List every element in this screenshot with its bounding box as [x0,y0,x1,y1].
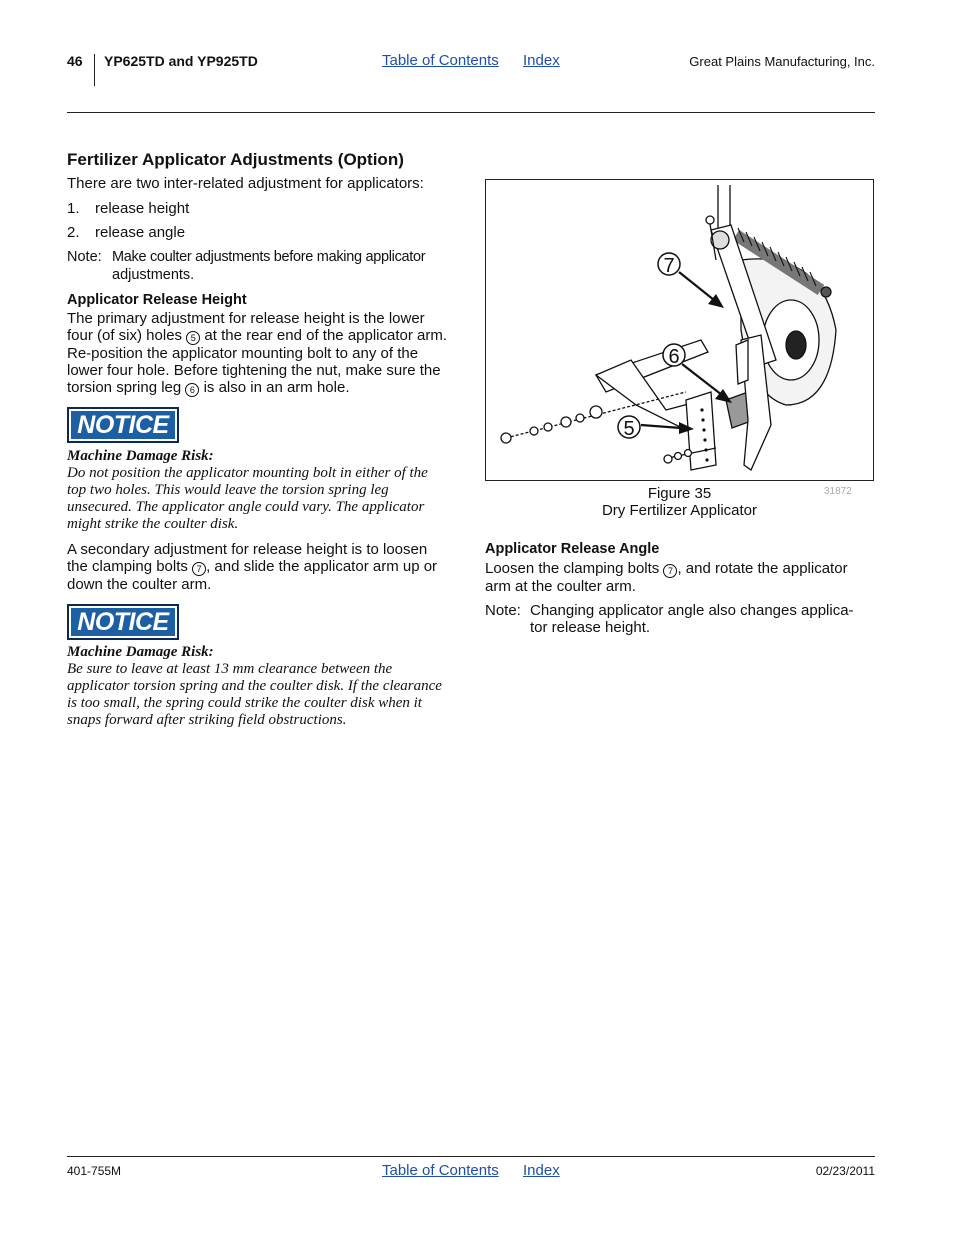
footer-index-link[interactable]: Index [523,1162,560,1179]
section-title: Fertilizer Applicator Adjustments (Option) [67,150,404,169]
figure-callout-6: 6 [668,346,680,368]
callout-6: 6 [185,383,199,397]
model-title: YP625TD and YP925TD [104,53,258,69]
note-text: Changing applicator angle also changes applica- tor release height. [530,602,854,636]
note-text: adjustments. [112,267,195,283]
list-item: 1. release height [67,200,190,217]
applicator-illustration [486,180,873,480]
figure-caption: Dry Fertilizer Applicator [601,502,758,519]
footer-date: 02/23/2011 [815,1164,875,1178]
subheading-release-angle: Applicator Release Angle [485,541,660,557]
figure-label: Figure 35 [647,485,712,502]
release-angle-text: Loosen the clamping bolts 7 , and rotate the applicator arm at the coulter arm. [485,560,848,595]
figure-frame [485,179,874,481]
callout-7: 7 [192,562,206,576]
note-text: Make coulter adjustments before making applicator [112,249,426,265]
doc-number: 401-755M [67,1164,122,1178]
figure-part-number: 31872 [824,486,852,497]
note-label: Note: [485,602,521,619]
intro-text: There are two inter-related adjustment for applicators: [67,175,424,192]
header-divider [94,54,95,86]
notice-text: Be sure to leave at least 13 mm clearance between the applicator torsion spring and the coulter disk. If the clearance is too small, the spring could strike the coulter disk when it snaps forward after striking field obstructions. [67,661,442,728]
subheading-release-height: Applicator Release Height [67,292,247,308]
footer-rule [67,1156,875,1157]
callout-5: 5 [186,331,200,345]
note-label: Note: [67,249,102,265]
notice-badge: NOTICE [67,604,179,640]
footer-toc-link[interactable]: Table of Contents [382,1162,499,1179]
figure-callout-7: 7 [663,255,675,277]
figure-callout-5: 5 [623,418,635,440]
notice-text: Do not position the applicator mounting bolt in either of the top two holes. This would leave the torsion spring leg unsecured. The applicator angle could vary. The applicator might strike the coulter disk. [67,465,428,532]
notice-badge: NOTICE [67,407,179,443]
notice-label: Machine Damage Risk: [67,644,214,660]
company-name: Great Plains Manufacturing, Inc. [689,54,875,69]
list-item: 2. release angle [67,224,186,241]
index-link[interactable]: Index [523,52,560,69]
notice-label: Machine Damage Risk: [67,448,214,464]
header-rule [67,112,875,113]
secondary-adjustment-text: A secondary adjustment for release height is to loosen the clamping bolts 7 , and slide the applicator arm up or down the coulter arm. [67,541,438,593]
release-height-text: The primary adjustment for release height is the lower four (of six) holes 5 at the rear end of the applicator arm. Re-position the applicator mounting bolt to any of the lower four hole. Before tightening the nut, make sure the torsion spring leg 6 is also in an arm hole. [67,310,448,396]
toc-link[interactable]: Table of Contents [382,52,499,69]
callout-7: 7 [663,564,677,578]
page-number: 46 [67,53,83,69]
